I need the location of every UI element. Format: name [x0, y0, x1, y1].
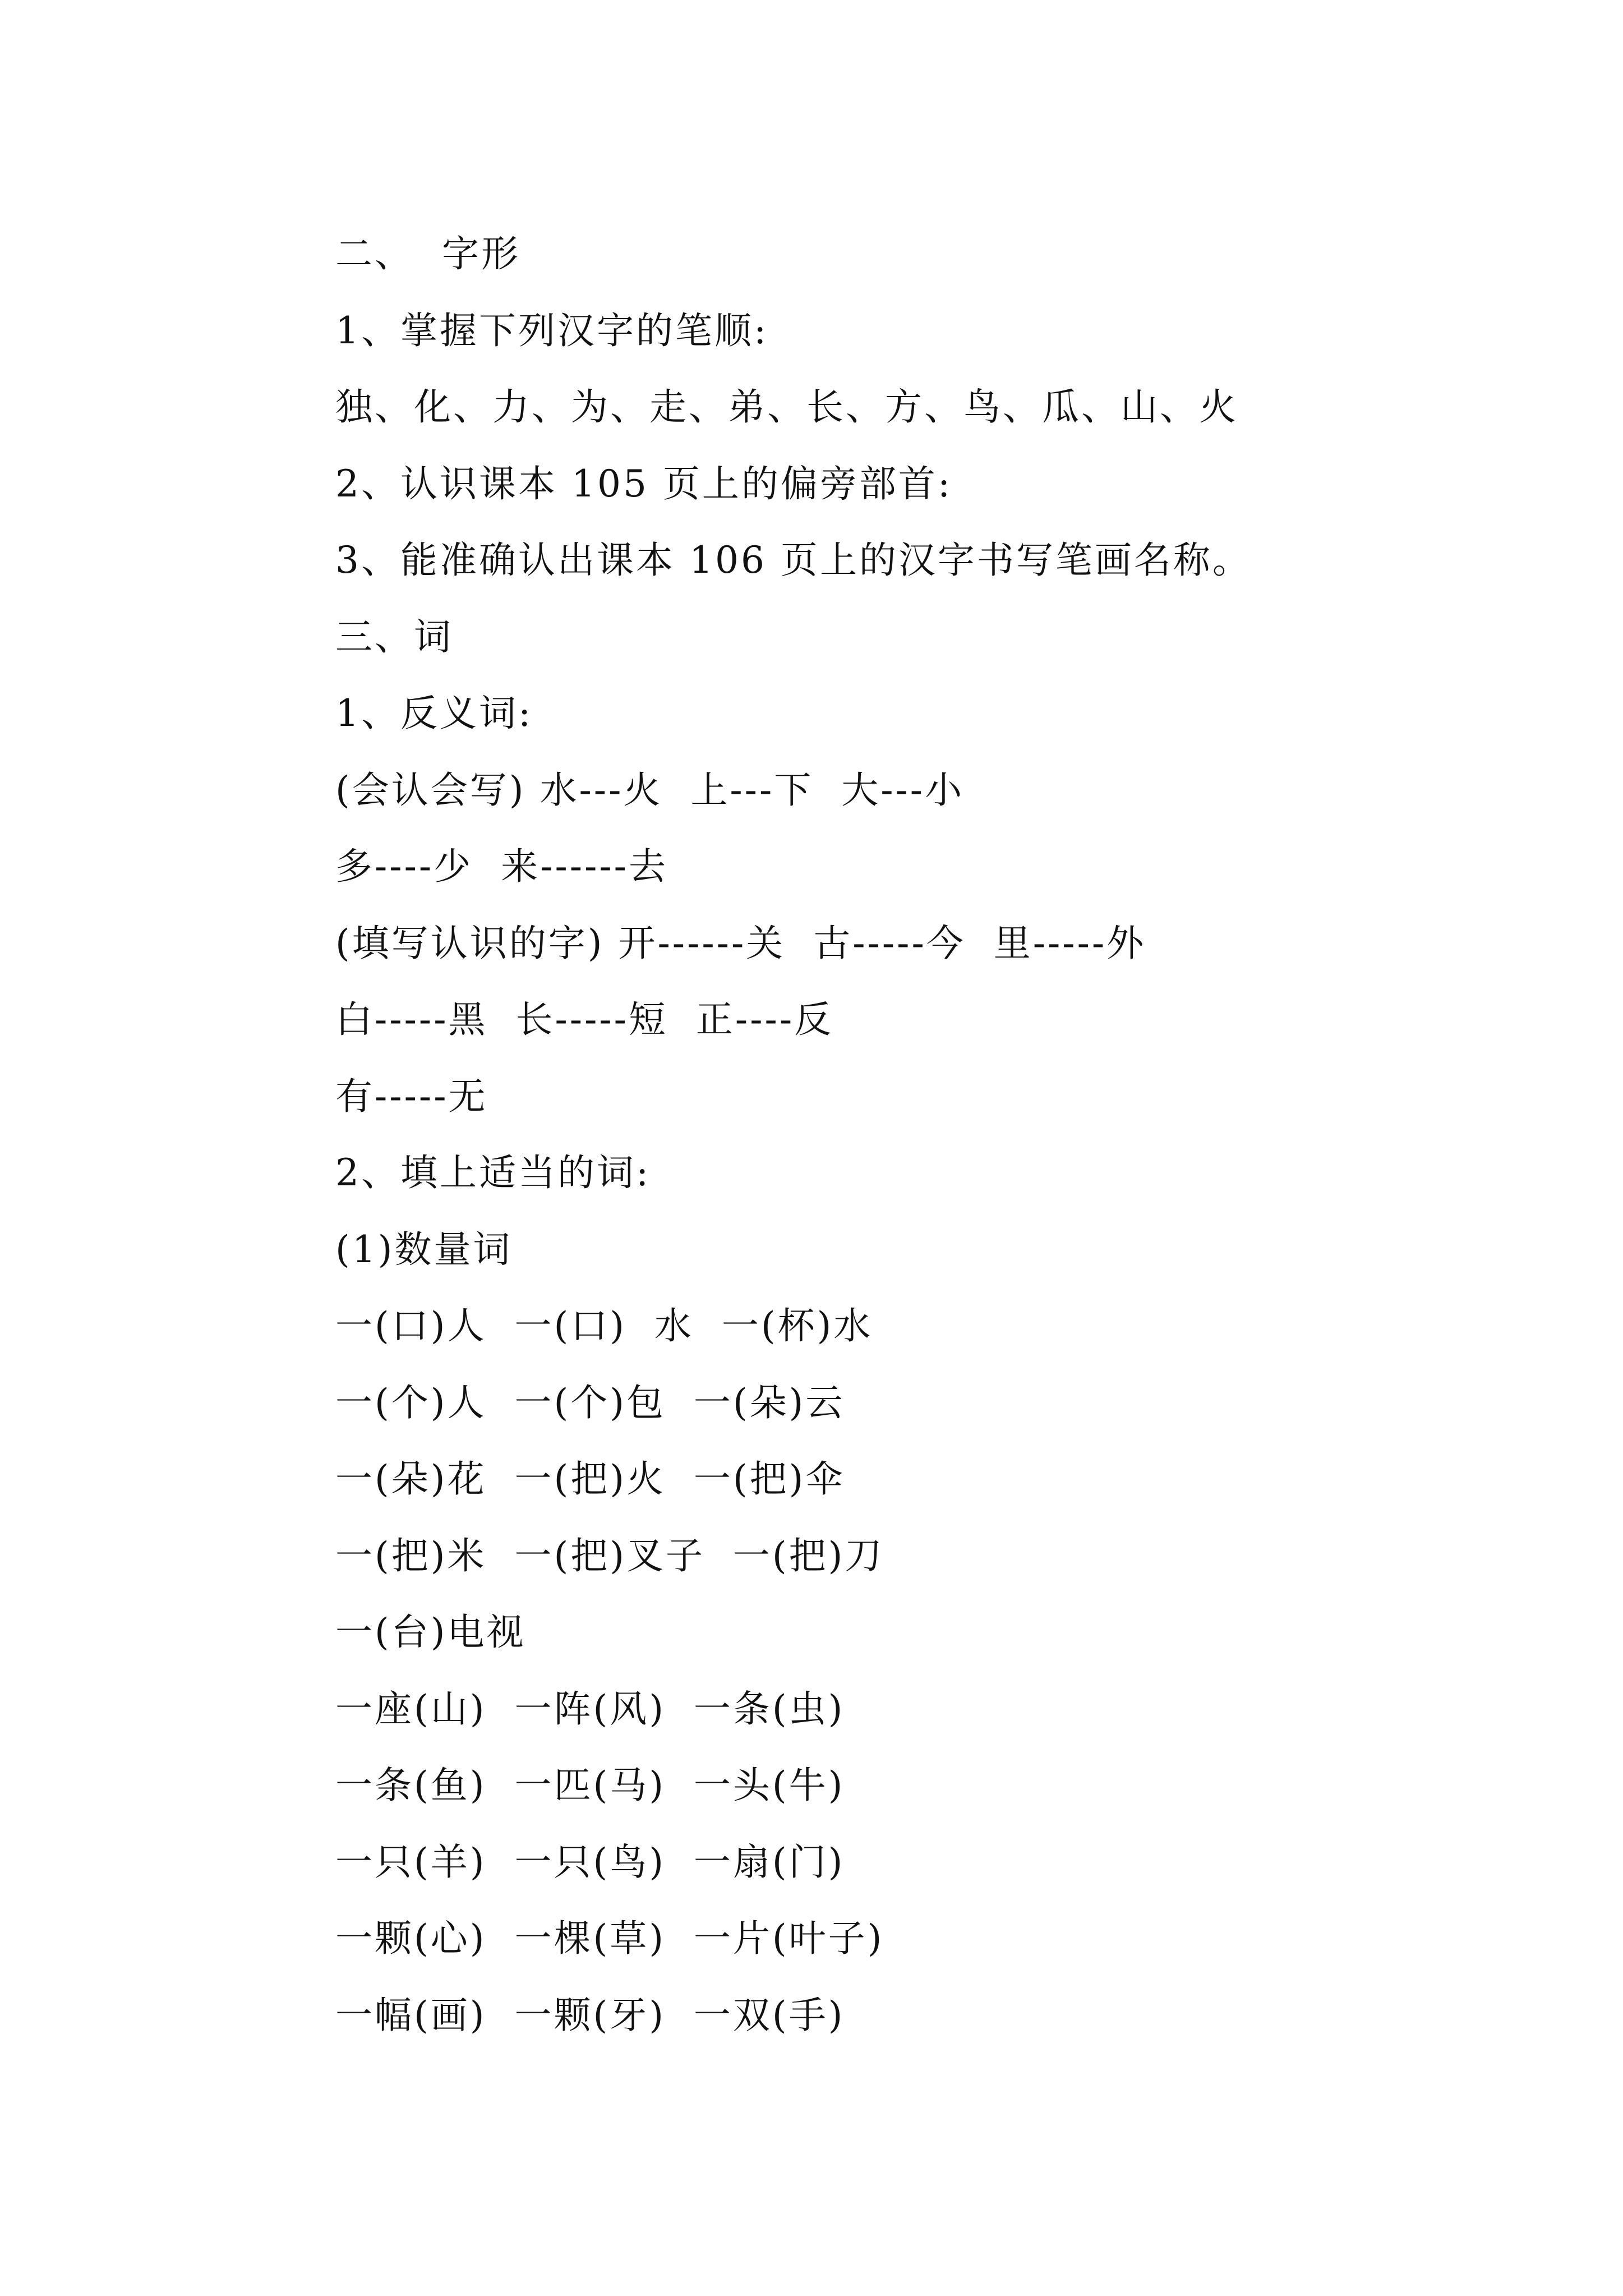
section-heading-words: 三、词: [335, 615, 453, 659]
measure-words-line: 一座(山) 一阵(风) 一条(虫): [335, 1687, 845, 1731]
item-stroke-names: 3、能准确认出课本 106 页上的汉字书写笔画名称。: [335, 539, 1252, 582]
measure-words-line: 一(朵)花 一(把)火 一(把)伞: [335, 1457, 845, 1501]
item-fill-words: 2、填上适当的词:: [335, 1151, 651, 1194]
item-stroke-order: 1、掌握下列汉字的笔顺:: [335, 309, 769, 352]
item-radicals: 2、认识课本 105 页上的偏旁部首:: [335, 462, 953, 505]
antonyms-line: (填写认识的字) 开------关 古-----今 里-----外: [335, 921, 1146, 965]
measure-words-line: 一幅(画) 一颗(牙) 一双(手): [335, 1993, 845, 2037]
stroke-order-characters: 独、化、力、为、走、弟、长、方、鸟、瓜、山、火: [335, 385, 1238, 429]
measure-words-line: 一条(鱼) 一匹(马) 一头(牛): [335, 1764, 845, 1807]
subheading-measure-words: (1)数量词: [335, 1227, 513, 1271]
antonyms-line: (会认会写) 水---火 上---下 大---小: [335, 768, 965, 812]
antonyms-line: 多----少 来------去: [335, 845, 668, 888]
section-heading-glyph-form: 二、 字形: [335, 232, 520, 275]
item-antonyms: 1、反义词:: [335, 692, 533, 735]
measure-words-line: 一颗(心) 一棵(草) 一片(叶子): [335, 1917, 884, 1960]
antonyms-line: 有-----无: [335, 1074, 488, 1118]
measure-words-line: 一(口)人 一(口) 水 一(杯)水: [335, 1304, 873, 1347]
measure-words-line: 一(把)米 一(把)叉子 一(把)刀: [335, 1534, 884, 1577]
document-body: [335, 216, 1401, 2054]
measure-words-line: 一(个)人 一(个)包 一(朵)云: [335, 1381, 845, 1424]
measure-words-line: 一(台)电视: [335, 1611, 526, 1654]
measure-words-line: 一只(羊) 一只(鸟) 一扇(门): [335, 1840, 845, 1884]
antonyms-line: 白-----黑 长-----短 正----反: [335, 998, 834, 1041]
